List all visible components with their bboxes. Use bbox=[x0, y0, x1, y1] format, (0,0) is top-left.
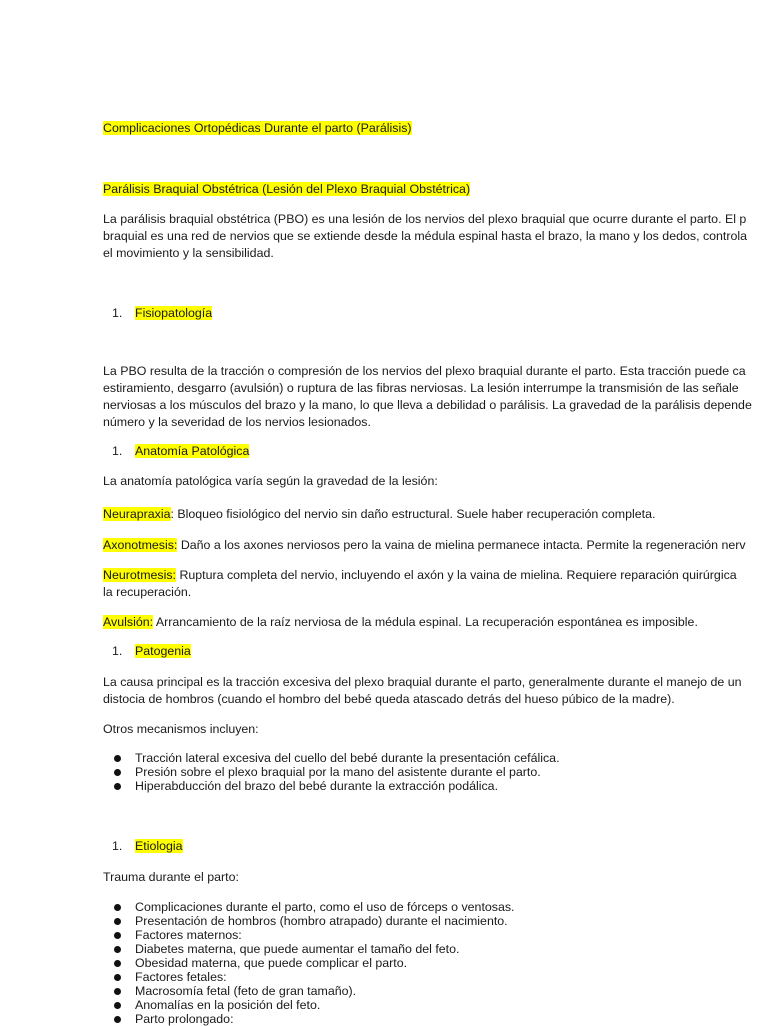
etiologia-bullet-5: Obesidad materna, que puede complicar el parto. bbox=[135, 956, 408, 970]
bullet-dot bbox=[114, 932, 121, 939]
term-neurapraxia bbox=[103, 507, 655, 522]
etiologia-bullet-7: Macrosomía fetal (feto de gran tamaño). bbox=[135, 984, 357, 998]
bullet-dot bbox=[114, 974, 121, 981]
section-heading-fisiopatologia bbox=[135, 306, 212, 321]
section-heading-anatomia bbox=[135, 444, 249, 459]
etiologia-bullet-3: Factores maternos: bbox=[135, 928, 242, 942]
section-number: 1. bbox=[112, 644, 123, 658]
patogenia-bullet-3: Hiperabducción del brazo del bebé durante la extracción podálica. bbox=[135, 779, 499, 793]
section-number: 1. bbox=[112, 444, 123, 458]
term-label: Avulsión: bbox=[103, 615, 154, 629]
title-highlight: Complicaciones Ortopédicas Durante el parto (Parálisis) bbox=[103, 121, 412, 135]
etiologia-bullet-1: Complicaciones durante el parto, como el uso de fórceps o ventosas. bbox=[135, 900, 515, 914]
etiologia-bullet-6: Factores fetales: bbox=[135, 970, 227, 984]
fisiopatologia-line-2: estiramiento, desgarro (avulsión) o ruptura de las fibras nerviosas. La lesión interrumpe la transmisión de las señale bbox=[103, 381, 739, 395]
term-axonotmesis bbox=[103, 538, 746, 553]
term-label: Axonotmesis: bbox=[103, 538, 178, 552]
heading-highlight: Fisiopatología bbox=[135, 306, 213, 320]
intro-line-1: La parálisis braquial obstétrica (PBO) es una lesión de los nervios del plexo braquial que ocurre durante el parto. El p bbox=[103, 212, 747, 226]
bullet-dot bbox=[114, 769, 121, 776]
section-heading-patogenia bbox=[135, 644, 191, 659]
heading-highlight: Patogenia bbox=[135, 644, 191, 658]
bullet-dot bbox=[114, 904, 121, 911]
heading-highlight: Etiologia bbox=[135, 839, 183, 853]
patogenia-others: Otros mecanismos incluyen: bbox=[103, 722, 259, 736]
patogenia-bullet-2: Presión sobre el plexo braquial por la mano del asistente durante el parto. bbox=[135, 765, 541, 779]
term-neurotmesis-cont: la recuperación. bbox=[103, 585, 192, 599]
fisiopatologia-line-1: La PBO resulta de la tracción o compresión de los nervios del plexo braquial durante el parto. Esta tracción puede ca bbox=[103, 364, 746, 378]
patogenia-bullet-1: Tracción lateral excesiva del cuello del bebé durante la presentación cefálica. bbox=[135, 751, 560, 765]
etiologia-bullet-4: Diabetes materna, que puede aumentar el tamaño del feto. bbox=[135, 942, 460, 956]
bullet-dot bbox=[114, 960, 121, 967]
bullet-dot bbox=[114, 1016, 121, 1023]
bullet-dot bbox=[114, 783, 121, 790]
term-label: Neurotmesis: bbox=[103, 568, 176, 582]
heading-highlight: Anatomía Patológica bbox=[135, 444, 250, 458]
intro-line-3: el movimiento y la sensibilidad. bbox=[103, 246, 274, 260]
term-text: Daño a los axones nerviosos pero la vaina de mielina permanece intacta. Permite la regeneración nerv bbox=[177, 538, 746, 552]
bullet-dot bbox=[114, 1002, 121, 1009]
term-text: Ruptura completa del nervio, incluyendo el axón y la vaina de mielina. Requiere reparación quirúrgica bbox=[176, 568, 737, 582]
intro-line-2: braquial es una red de nervios que se extiende desde la médula espinal hasta el brazo, la mano y los dedos, controla bbox=[103, 229, 748, 243]
fisiopatologia-line-4: número y la severidad de los nervios lesionados. bbox=[103, 415, 371, 429]
bullet-dot bbox=[114, 918, 121, 925]
bullet-dot bbox=[114, 988, 121, 995]
bullet-dot bbox=[114, 755, 121, 762]
patogenia-line-1: La causa principal es la tracción excesiva del plexo braquial durante el parto, generalmente durante el manejo de un bbox=[103, 675, 742, 689]
section-number: 1. bbox=[112, 306, 123, 320]
term-text: Arrancamiento de la raíz nerviosa de la médula espinal. La recuperación espontánea es imposible. bbox=[153, 615, 698, 629]
document-title bbox=[103, 121, 412, 136]
anatomia-intro: La anatomía patológica varía según la gravedad de la lesión: bbox=[103, 474, 438, 488]
fisiopatologia-line-3: nerviosas a los músculos del brazo y la mano, lo que lleva a debilidad o parálisis. La gravedad de la parálisis depende bbox=[103, 398, 752, 412]
etiologia-bullet-2: Presentación de hombros (hombro atrapado) durante el nacimiento. bbox=[135, 914, 508, 928]
patogenia-line-2: distocia de hombros (cuando el hombro del bebé queda atascado detrás del hueso púbico de la madre). bbox=[103, 692, 675, 706]
term-avulsion bbox=[103, 615, 698, 630]
etiologia-intro: Trauma durante el parto: bbox=[103, 870, 239, 884]
term-label: Neurapraxia bbox=[103, 507, 171, 521]
etiologia-bullet-8: Anomalías en la posición del feto. bbox=[135, 998, 321, 1012]
bullet-dot bbox=[114, 946, 121, 953]
term-neurotmesis bbox=[103, 568, 737, 583]
document-subtitle bbox=[103, 182, 470, 197]
section-heading-etiologia bbox=[135, 839, 183, 854]
subtitle-highlight: Parálisis Braquial Obstétrica (Lesión del Plexo Braquial Obstétrica) bbox=[103, 182, 471, 196]
etiologia-bullet-9: Parto prolongado: bbox=[135, 1012, 234, 1026]
term-text: : Bloqueo fisiológico del nervio sin daño estructural. Suele haber recuperación completa. bbox=[170, 507, 656, 521]
section-number: 1. bbox=[112, 839, 123, 853]
